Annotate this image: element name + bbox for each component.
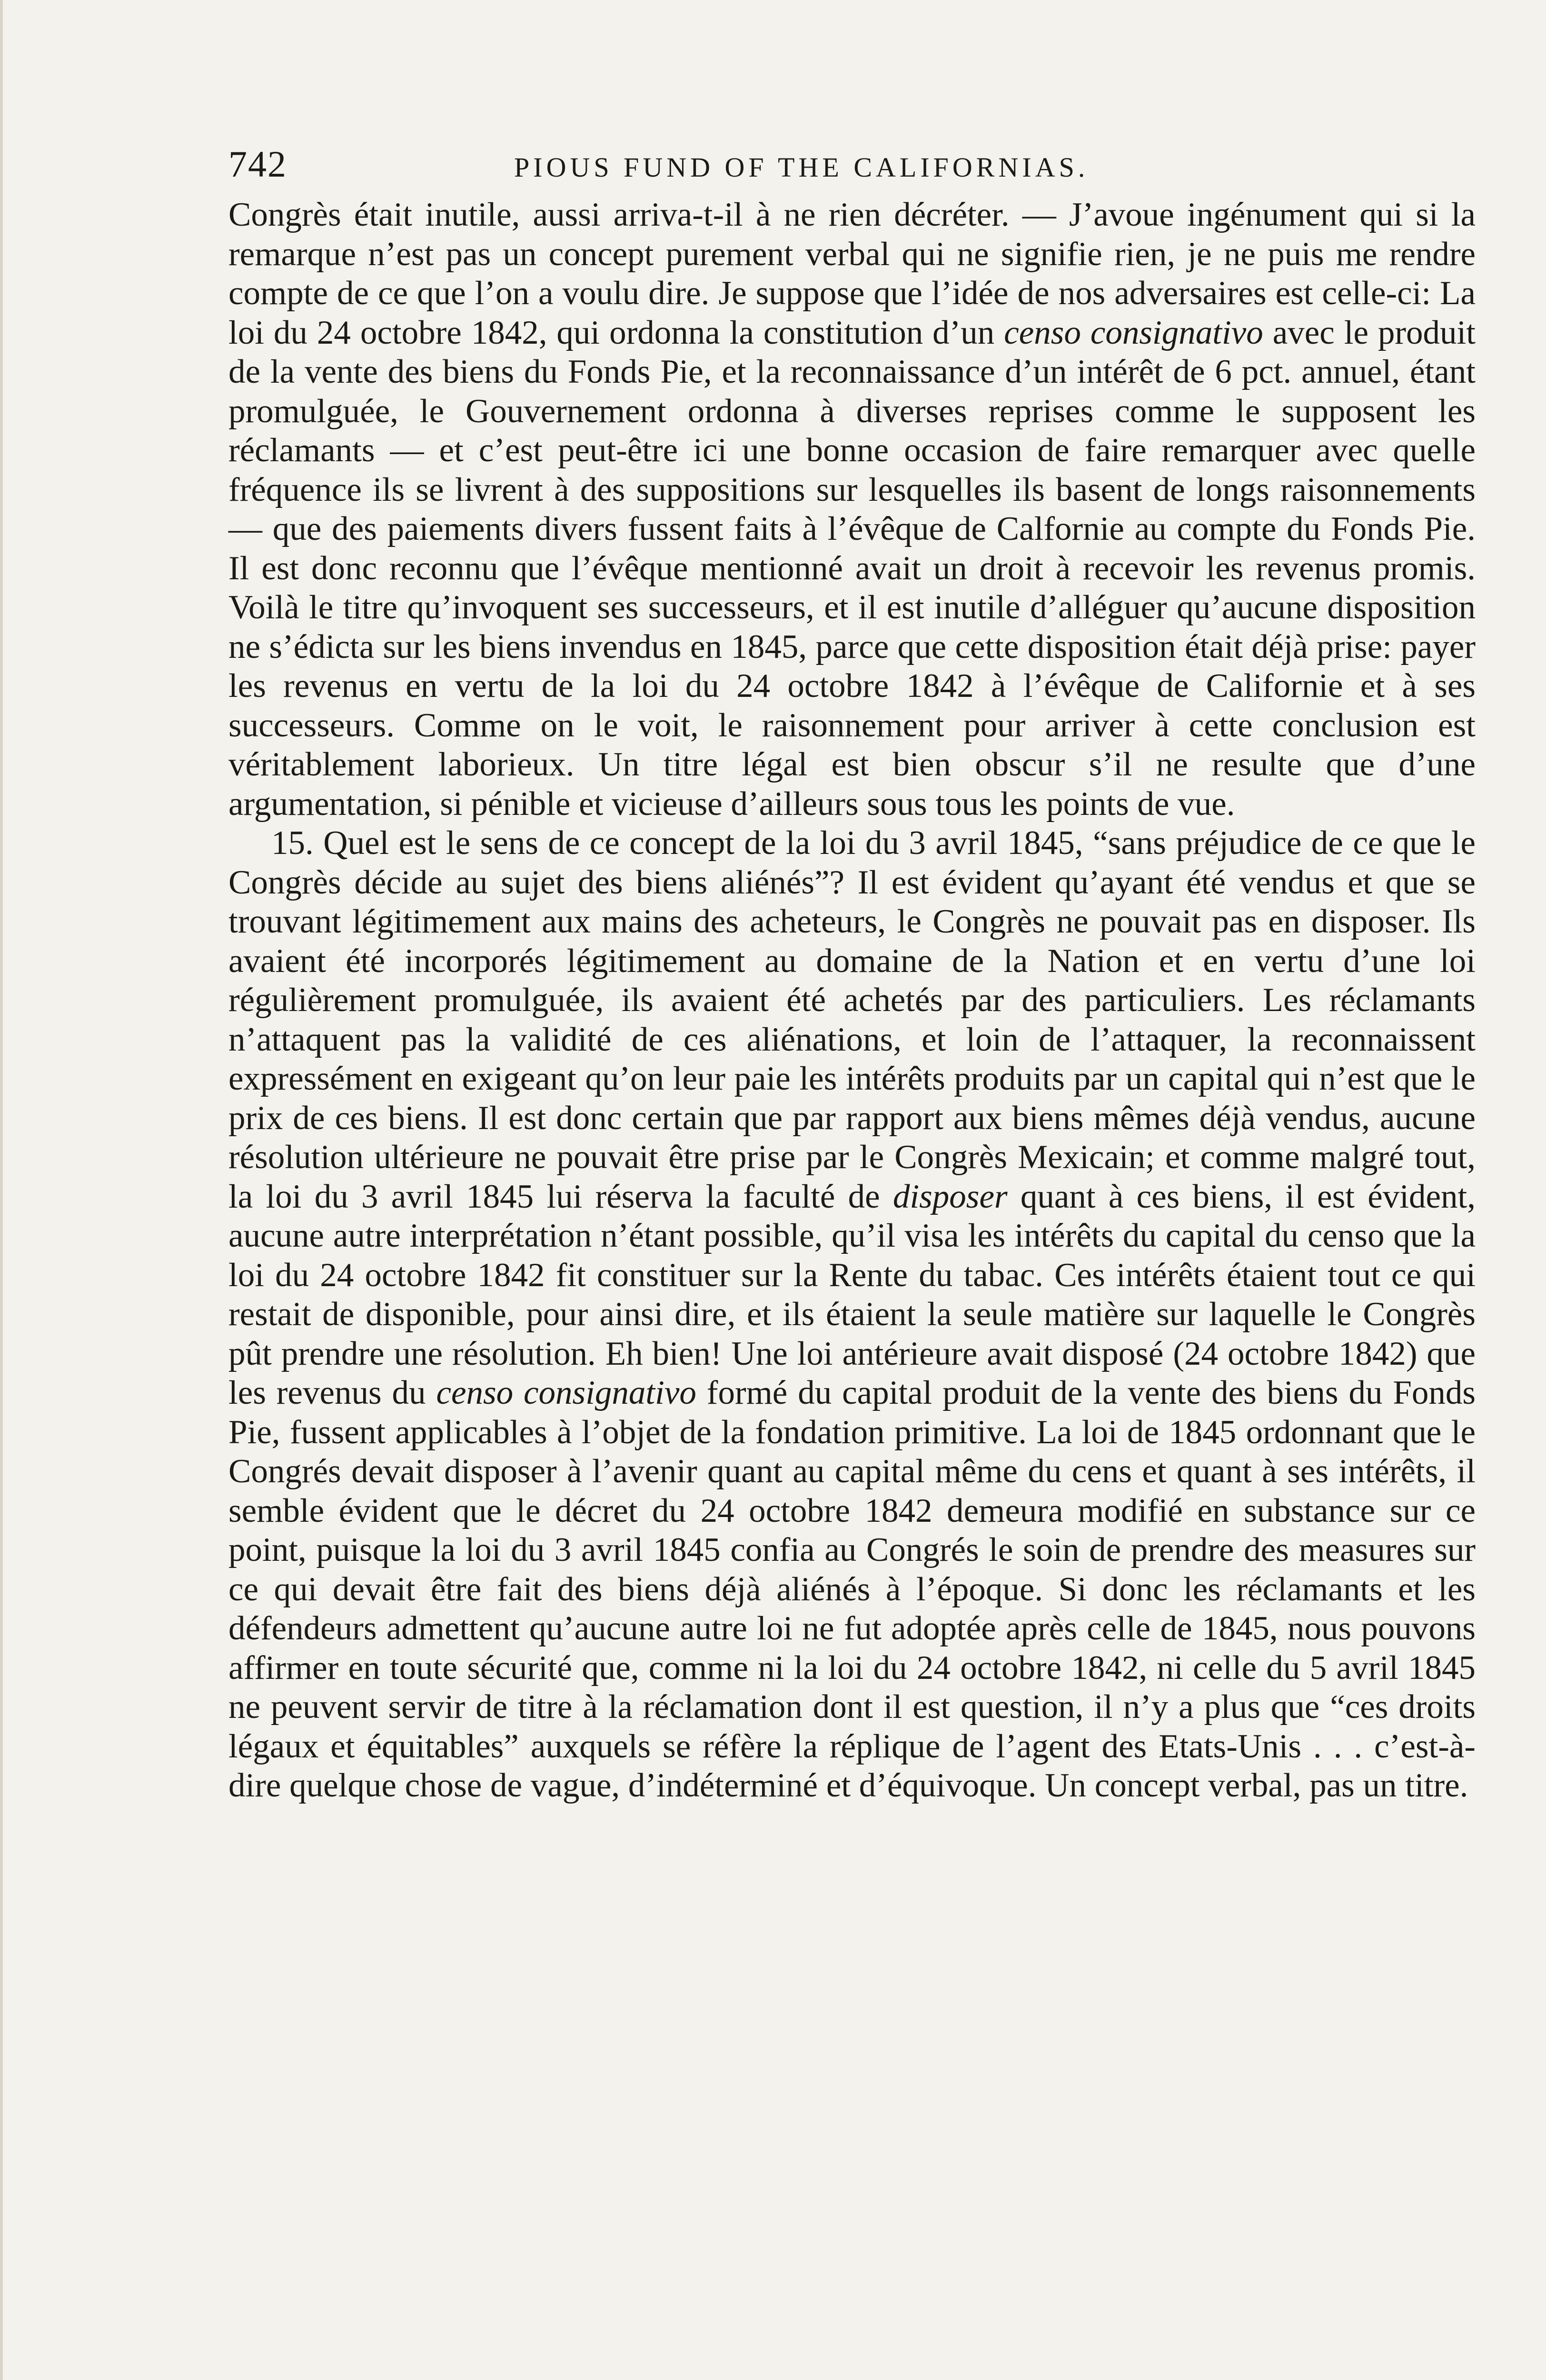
running-title: PIOUS FUND OF THE CALIFORNIAS. bbox=[514, 152, 1089, 183]
italic-term: censo consignativo bbox=[436, 1374, 696, 1411]
text-segment: quant à ces biens, il est évident, aucune autre interprétation n’étant possible, qu’il visa les intérêts du capital du censo que la loi du 24 octobre 1842 fit constituer sur la Rente du tabac. Ces intérêts étaient tout ce qui restait de disponible, pour ainsi dire, et ils étaient la seule matière sur laquelle le Congrès pût prendre une résolution. Eh bien! Une loi antérieure avait disposé (24 octobre 1842) que les revenus du bbox=[228, 1178, 1476, 1411]
text-segment: formé du capital produit de la vente des biens du Fonds Pie, fussent applicables à l’objet de la fondation primitive. La loi de 1845 ordonnant que le Congrés devait disposer à l’avenir quant au capital même du cens et quant à ses intérêts, il semble évident que le décret du 24 octobre 1842 demeura modifié en substance sur ce point, puisque la loi du 3 avril 1845 confia au Congrés le soin de prendre des measures sur ce qui devait être fait des biens déjà aliénés à l’époque. Si donc les réclamants et les défendeurs admettent qu’aucune autre loi ne fut adoptée après celle de 1845, nous pouvons affirmer en toute sécurité que, comme ni la loi du 24 octobre 1842, ni celle du 5 avril 1845 ne peuvent servir de titre à la réclamation dont il est question, il n’y a plus que “ces droits légaux et équitables” auxquels se réfère la réplique de l’agent des Etats-Unis . . . c’est-à-dire quelque chose de vague, d’indéterminé et d’équivoque. Un concept verbal, pas un titre. bbox=[228, 1374, 1476, 1804]
text-segment: avec le produit de la vente des biens du Fonds Pie, et la reconnaissance d’un intérêt de 6 pct. annuel, étant promulguée, le Gouvernement ordonna à diverses reprises comme le supposent les réclamants — et c’est peut-être ici une bonne occasion de faire remarquer avec quelle fréquence ils se livrent à des suppositions sur lesquelles ils basent de longs raisonnements — que des paiements divers fussent faits à l’évêque de Calfornie au compte du Fonds Pie. Il est donc reconnu que l’évêque mentionné avait un droit à recevoir les revenus promis. Voilà le titre qu’invoquent ses successeurs, et il est inutile d’alléguer qu’aucune disposition ne s’édicta sur les biens invendus en 1845, parce que cette disposition était déjà prise: payer les revenus en vertu de la loi du 24 octobre 1842 à l’évêque de Californie et à ses successeurs. Comme on le voit, le raisonnement pour arriver à cette conclusion est véritablement laborieux. Un titre légal est bien obscur s’il ne resulte que d’une argumentation, si pénible et vicieuse d’ailleurs sous tous les points de vue. bbox=[228, 314, 1476, 823]
document-page bbox=[228, 143, 1476, 1805]
text-segment: Congrès était inutile, aussi arriva-t-il à ne rien décréter. — J’avoue ingénument qui si la remarque n’est pas un concept purement verbal qui ne signifie rien, je ne puis me rendre compte de ce que l’on a voulu dire. Je suppose que l’idée de nos adversaires est celle-ci: La loi du 24 octobre 1842, qui ordonna la constitution d’un bbox=[228, 196, 1476, 351]
paragraph-2 bbox=[228, 823, 1476, 1805]
body-text bbox=[228, 195, 1476, 1805]
paragraph-1 bbox=[228, 195, 1476, 823]
page-number: 742 bbox=[228, 143, 287, 185]
italic-term: censo consignativo bbox=[1004, 314, 1263, 351]
text-segment: 15. Quel est le sens de ce concept de la loi du 3 avril 1845, “sans préjudice de ce que le Congrès décide au sujet des biens aliénés”? Il est évident qu’ayant été vendus et que se trouvant légitimement aux mains des acheteurs, le Congrès ne pouvait pas en disposer. Ils avaient été incorporés légitimement au domaine de la Nation et en vertu d’une loi régulièrement promulguée, ils avaient été achetés par des particuliers. Les réclamants n’attaquent pas la validité de ces aliénations, et loin de l’attaquer, la reconnaissent expressément en exigeant qu’on leur paie les intérêts produits par un capital qui n’est que le prix de ces biens. Il est donc certain que par rapport aux biens mêmes déjà vendus, aucune résolution ultérieure ne pouvait être prise par le Congrès Mexicain; et comme malgré tout, la loi du 3 avril 1845 lui réserva la faculté de bbox=[228, 824, 1476, 1215]
italic-term: disposer bbox=[892, 1178, 1008, 1215]
running-head bbox=[228, 143, 1476, 195]
